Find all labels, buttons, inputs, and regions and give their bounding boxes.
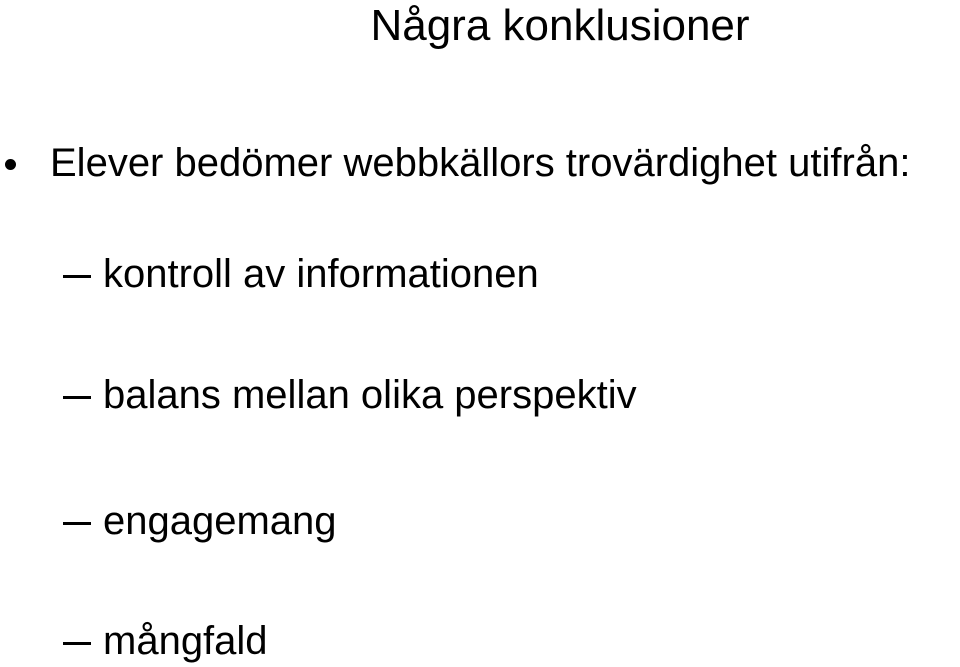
sub-item-text: balans mellan olika perspektiv	[103, 373, 637, 417]
bullet-dot-icon	[5, 159, 16, 170]
dash-icon	[63, 396, 91, 399]
slide-title: Några konklusioner	[370, 1, 750, 50]
sub-item-text: kontroll av informationen	[103, 252, 539, 296]
sub-item-text: mångfald	[103, 619, 268, 663]
dash-icon	[63, 522, 91, 525]
dash-icon	[63, 275, 91, 278]
bullet-text: Elever bedömer webbkällors trovärdighet utifrån:	[50, 141, 911, 185]
sub-item-text: engagemang	[103, 499, 337, 543]
dash-icon	[63, 642, 91, 645]
